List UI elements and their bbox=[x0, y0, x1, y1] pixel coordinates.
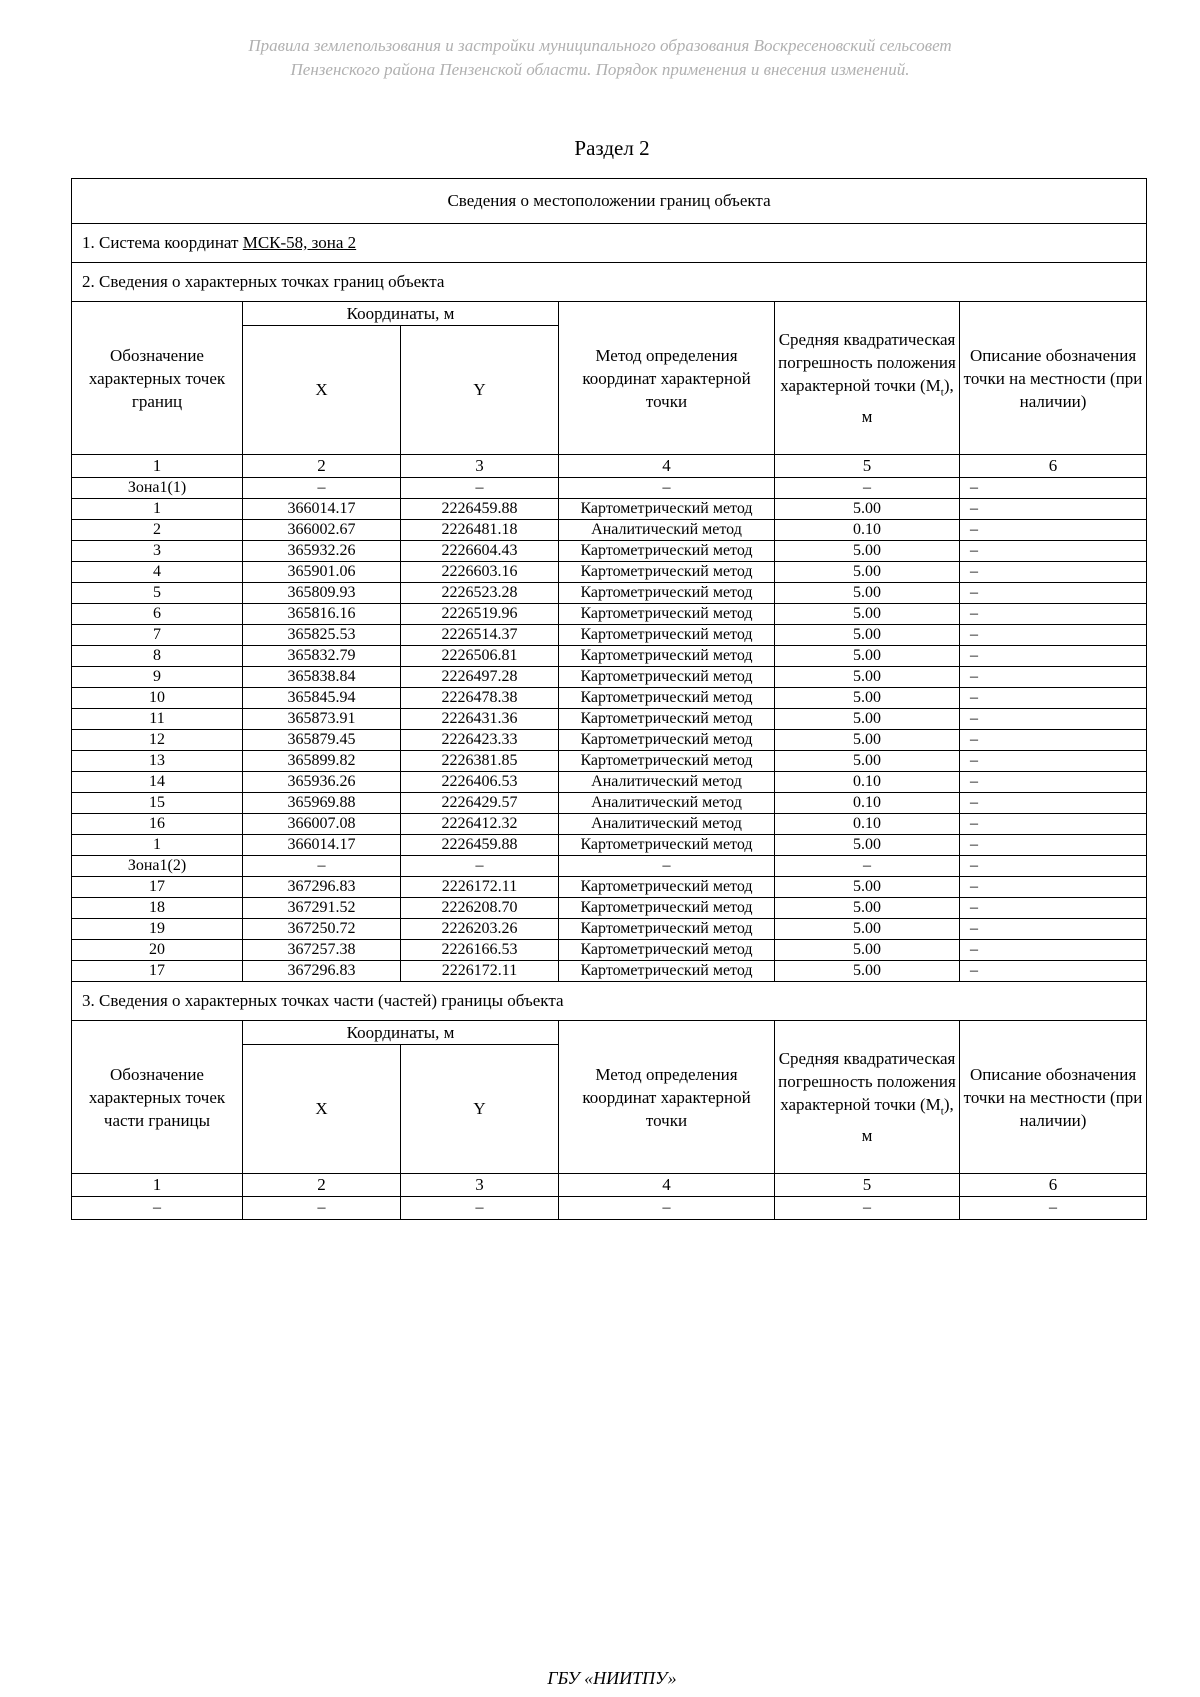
column-number: 2 bbox=[243, 1174, 401, 1197]
cell-y: 2226172.11 bbox=[401, 877, 559, 898]
table-row bbox=[72, 856, 1147, 877]
column-numbers-row bbox=[72, 455, 1147, 478]
cell-x: 365932.26 bbox=[243, 541, 401, 562]
part3-column-numbers-row bbox=[72, 1174, 1147, 1197]
cell-point: 19 bbox=[72, 919, 243, 940]
header-part-method: Метод определения координат характерной точки bbox=[559, 1021, 775, 1174]
cell-x: 366014.17 bbox=[243, 499, 401, 520]
cell-error: – bbox=[775, 856, 960, 877]
cell-y: 2226604.43 bbox=[401, 541, 559, 562]
table-row bbox=[72, 541, 1147, 562]
cell-method: Аналитический метод bbox=[559, 814, 775, 835]
cell-point: 10 bbox=[72, 688, 243, 709]
cell-point: 11 bbox=[72, 709, 243, 730]
cell-x: 367291.52 bbox=[243, 898, 401, 919]
coord-system-row bbox=[72, 224, 1147, 263]
coord-system-value: МСК-58, зона 2 bbox=[242, 233, 357, 252]
cell-error: 5.00 bbox=[775, 940, 960, 961]
table-row bbox=[72, 961, 1147, 982]
cell-x: 365816.16 bbox=[243, 604, 401, 625]
cell-x: 366014.17 bbox=[243, 835, 401, 856]
table-row bbox=[72, 835, 1147, 856]
cell-x: 367257.38 bbox=[243, 940, 401, 961]
boundary-table bbox=[71, 178, 1147, 1220]
cell-description: – bbox=[960, 562, 1147, 583]
column-number: 3 bbox=[401, 455, 559, 478]
cell-error: 5.00 bbox=[775, 919, 960, 940]
cell-method: Картометрический метод bbox=[559, 625, 775, 646]
cell-method: Картометрический метод bbox=[559, 541, 775, 562]
cell-point: Зона1(2) bbox=[72, 856, 243, 877]
cell-error: 5.00 bbox=[775, 499, 960, 520]
table-row bbox=[72, 793, 1147, 814]
cell-method: Картометрический метод bbox=[559, 646, 775, 667]
table-row bbox=[72, 940, 1147, 961]
table-row bbox=[72, 478, 1147, 499]
cell-point: 17 bbox=[72, 961, 243, 982]
cell-point: 6 bbox=[72, 604, 243, 625]
cell-error: 5.00 bbox=[775, 961, 960, 982]
cell-point: 3 bbox=[72, 541, 243, 562]
header-point-designation: Обозначение характерных точек границ bbox=[72, 302, 243, 455]
table-row bbox=[72, 562, 1147, 583]
cell-point: 7 bbox=[72, 625, 243, 646]
cell-method: Картометрический метод bbox=[559, 751, 775, 772]
cell-point: 1 bbox=[72, 499, 243, 520]
header-y: Y bbox=[401, 326, 559, 455]
cell-description: – bbox=[960, 835, 1147, 856]
cell-y: 2226208.70 bbox=[401, 898, 559, 919]
cell-y: 2226497.28 bbox=[401, 667, 559, 688]
cell-y: 2226429.57 bbox=[401, 793, 559, 814]
cell-point: 15 bbox=[72, 793, 243, 814]
cell-method: Картометрический метод bbox=[559, 877, 775, 898]
column-number: 6 bbox=[960, 455, 1147, 478]
part3-title: 3. Сведения о характерных точках части (частей) границы объекта bbox=[72, 982, 1147, 1021]
column-number: 4 bbox=[559, 455, 775, 478]
cell-error: 5.00 bbox=[775, 709, 960, 730]
cell-error: 5.00 bbox=[775, 604, 960, 625]
header-part-error-tail: ), м bbox=[861, 1095, 954, 1145]
cell-point: 20 bbox=[72, 940, 243, 961]
cell-description: – bbox=[960, 1197, 1147, 1220]
cell-method: Картометрический метод bbox=[559, 961, 775, 982]
cell-error: 0.10 bbox=[775, 814, 960, 835]
table-row bbox=[72, 877, 1147, 898]
cell-method: – bbox=[559, 1197, 775, 1220]
cell-error: – bbox=[775, 1197, 960, 1220]
header-part-error-sub: t bbox=[940, 1105, 944, 1118]
cell-description: – bbox=[960, 709, 1147, 730]
cell-x: 366007.08 bbox=[243, 814, 401, 835]
cell-method: Картометрический метод bbox=[559, 562, 775, 583]
table-row bbox=[72, 625, 1147, 646]
cell-method: Картометрический метод bbox=[559, 667, 775, 688]
cell-y: 2226166.53 bbox=[401, 940, 559, 961]
cell-description: – bbox=[960, 583, 1147, 604]
cell-y: 2226603.16 bbox=[401, 562, 559, 583]
column-number: 4 bbox=[559, 1174, 775, 1197]
cell-error: 5.00 bbox=[775, 646, 960, 667]
cell-error: 5.00 bbox=[775, 625, 960, 646]
table-row bbox=[72, 709, 1147, 730]
cell-point: 1 bbox=[72, 835, 243, 856]
cell-x: 365879.45 bbox=[243, 730, 401, 751]
cell-description: – bbox=[960, 793, 1147, 814]
cell-y: – bbox=[401, 478, 559, 499]
cell-point: 4 bbox=[72, 562, 243, 583]
cell-y: 2226412.32 bbox=[401, 814, 559, 835]
header-x: X bbox=[243, 326, 401, 455]
cell-method: Картометрический метод bbox=[559, 940, 775, 961]
cell-description: – bbox=[960, 919, 1147, 940]
cell-x: – bbox=[243, 478, 401, 499]
cell-y: 2226459.88 bbox=[401, 835, 559, 856]
cell-y: 2226203.26 bbox=[401, 919, 559, 940]
cell-point: 16 bbox=[72, 814, 243, 835]
cell-description: – bbox=[960, 856, 1147, 877]
cell-y: 2226514.37 bbox=[401, 625, 559, 646]
cell-method: Аналитический метод bbox=[559, 772, 775, 793]
cell-method: Картометрический метод bbox=[559, 730, 775, 751]
cell-x: 365825.53 bbox=[243, 625, 401, 646]
column-number: 1 bbox=[72, 1174, 243, 1197]
cell-description: – bbox=[960, 688, 1147, 709]
cell-point: Зона1(1) bbox=[72, 478, 243, 499]
table-row bbox=[72, 499, 1147, 520]
cell-point: 12 bbox=[72, 730, 243, 751]
cell-x: 367296.83 bbox=[243, 961, 401, 982]
header-error-tail: ), м bbox=[861, 376, 954, 426]
header-part-error-text: Средняя квадратическая погрешность положения характерной точки (M bbox=[778, 1049, 956, 1115]
cell-y: – bbox=[401, 856, 559, 877]
cell-y: – bbox=[401, 1197, 559, 1220]
table-row bbox=[72, 667, 1147, 688]
header-coordinates: Координаты, м bbox=[243, 302, 559, 326]
cell-description: – bbox=[960, 898, 1147, 919]
cell-method: Картометрический метод bbox=[559, 919, 775, 940]
cell-point: 8 bbox=[72, 646, 243, 667]
cell-y: 2226523.28 bbox=[401, 583, 559, 604]
cell-x: 366002.67 bbox=[243, 520, 401, 541]
cell-method: Картометрический метод bbox=[559, 898, 775, 919]
cell-x: 365969.88 bbox=[243, 793, 401, 814]
cell-error: 5.00 bbox=[775, 583, 960, 604]
cell-description: – bbox=[960, 499, 1147, 520]
header-part-error bbox=[775, 1021, 960, 1174]
cell-error: 5.00 bbox=[775, 667, 960, 688]
header-method: Метод определения координат характерной точки bbox=[559, 302, 775, 455]
coord-system-prefix: 1. Система координат bbox=[82, 233, 243, 252]
header-part-x: X bbox=[243, 1045, 401, 1174]
cell-error: 5.00 bbox=[775, 541, 960, 562]
cell-error: 5.00 bbox=[775, 562, 960, 583]
cell-x: 365936.26 bbox=[243, 772, 401, 793]
running-header-line-1: Правила землепользования и застройки муниципального образования Воскресеновский сельсовет bbox=[248, 36, 952, 55]
cell-x: – bbox=[243, 1197, 401, 1220]
cell-error: 0.10 bbox=[775, 793, 960, 814]
table-row bbox=[72, 604, 1147, 625]
running-header-line-2: Пензенского района Пензенской области. Порядок применения и внесения изменений. bbox=[290, 60, 910, 79]
cell-method: Аналитический метод bbox=[559, 793, 775, 814]
column-number: 3 bbox=[401, 1174, 559, 1197]
cell-x: 365901.06 bbox=[243, 562, 401, 583]
header-part-point-designation: Обозначение характерных точек части границы bbox=[72, 1021, 243, 1174]
table-caption: Сведения о местоположении границ объекта bbox=[72, 179, 1147, 224]
cell-description: – bbox=[960, 772, 1147, 793]
cell-point: 14 bbox=[72, 772, 243, 793]
table-row bbox=[72, 583, 1147, 604]
column-number: 5 bbox=[775, 1174, 960, 1197]
cell-method: Картометрический метод bbox=[559, 499, 775, 520]
cell-method: Картометрический метод bbox=[559, 835, 775, 856]
header-part-coordinates: Координаты, м bbox=[243, 1021, 559, 1045]
cell-description: – bbox=[960, 541, 1147, 562]
cell-y: 2226506.81 bbox=[401, 646, 559, 667]
table-row bbox=[72, 919, 1147, 940]
cell-method: – bbox=[559, 856, 775, 877]
table-row bbox=[72, 520, 1147, 541]
cell-description: – bbox=[960, 667, 1147, 688]
cell-method: Картометрический метод bbox=[559, 604, 775, 625]
cell-error: 5.00 bbox=[775, 835, 960, 856]
table-row bbox=[72, 814, 1147, 835]
cell-point: 9 bbox=[72, 667, 243, 688]
header-part-y: Y bbox=[401, 1045, 559, 1174]
column-number: 1 bbox=[72, 455, 243, 478]
cell-y: 2226423.33 bbox=[401, 730, 559, 751]
cell-method: – bbox=[559, 478, 775, 499]
cell-description: – bbox=[960, 478, 1147, 499]
cell-error: 5.00 bbox=[775, 730, 960, 751]
cell-y: 2226172.11 bbox=[401, 961, 559, 982]
cell-description: – bbox=[960, 646, 1147, 667]
cell-error: 5.00 bbox=[775, 688, 960, 709]
cell-y: 2226431.36 bbox=[401, 709, 559, 730]
part3-row bbox=[72, 1197, 1147, 1220]
header-error bbox=[775, 302, 960, 455]
cell-point: 18 bbox=[72, 898, 243, 919]
table-row bbox=[72, 730, 1147, 751]
cell-error: 5.00 bbox=[775, 898, 960, 919]
cell-description: – bbox=[960, 730, 1147, 751]
cell-y: 2226519.96 bbox=[401, 604, 559, 625]
cell-description: – bbox=[960, 961, 1147, 982]
cell-method: Картометрический метод bbox=[559, 688, 775, 709]
cell-method: Аналитический метод bbox=[559, 520, 775, 541]
column-number: 2 bbox=[243, 455, 401, 478]
cell-description: – bbox=[960, 520, 1147, 541]
table-row bbox=[72, 688, 1147, 709]
cell-point: – bbox=[72, 1197, 243, 1220]
cell-x: 365845.94 bbox=[243, 688, 401, 709]
cell-error: – bbox=[775, 478, 960, 499]
cell-y: 2226406.53 bbox=[401, 772, 559, 793]
cell-point: 5 bbox=[72, 583, 243, 604]
header-error-sub: t bbox=[940, 386, 944, 399]
cell-description: – bbox=[960, 604, 1147, 625]
footer: ГБУ «НИИТПУ» bbox=[547, 1668, 677, 1688]
cell-error: 5.00 bbox=[775, 751, 960, 772]
cell-x: 365873.91 bbox=[243, 709, 401, 730]
column-number: 6 bbox=[960, 1174, 1147, 1197]
cell-method: Картометрический метод bbox=[559, 583, 775, 604]
cell-x: 365838.84 bbox=[243, 667, 401, 688]
cell-error: 0.10 bbox=[775, 520, 960, 541]
column-number: 5 bbox=[775, 455, 960, 478]
part2-title: 2. Сведения о характерных точках границ объекта bbox=[72, 263, 1147, 302]
cell-description: – bbox=[960, 940, 1147, 961]
cell-point: 17 bbox=[72, 877, 243, 898]
running-header bbox=[100, 34, 1100, 82]
cell-description: – bbox=[960, 814, 1147, 835]
table-row bbox=[72, 646, 1147, 667]
cell-y: 2226459.88 bbox=[401, 499, 559, 520]
cell-x: 365832.79 bbox=[243, 646, 401, 667]
cell-error: 0.10 bbox=[775, 772, 960, 793]
cell-point: 13 bbox=[72, 751, 243, 772]
cell-y: 2226478.38 bbox=[401, 688, 559, 709]
section-title: Раздел 2 bbox=[574, 136, 650, 160]
cell-error: 5.00 bbox=[775, 877, 960, 898]
cell-x: 365809.93 bbox=[243, 583, 401, 604]
cell-x: 365899.82 bbox=[243, 751, 401, 772]
cell-x: 367250.72 bbox=[243, 919, 401, 940]
cell-y: 2226481.18 bbox=[401, 520, 559, 541]
cell-x: – bbox=[243, 856, 401, 877]
table-row bbox=[72, 898, 1147, 919]
cell-description: – bbox=[960, 877, 1147, 898]
cell-description: – bbox=[960, 625, 1147, 646]
cell-y: 2226381.85 bbox=[401, 751, 559, 772]
cell-method: Картометрический метод bbox=[559, 709, 775, 730]
header-error-text: Средняя квадратическая погрешность положения характерной точки (M bbox=[778, 330, 956, 396]
cell-point: 2 bbox=[72, 520, 243, 541]
cell-description: – bbox=[960, 751, 1147, 772]
header-part-description: Описание обозначения точки на местности (при наличии) bbox=[960, 1021, 1147, 1174]
header-description: Описание обозначения точки на местности (при наличии) bbox=[960, 302, 1147, 455]
table-row bbox=[72, 751, 1147, 772]
cell-x: 367296.83 bbox=[243, 877, 401, 898]
table-row bbox=[72, 772, 1147, 793]
